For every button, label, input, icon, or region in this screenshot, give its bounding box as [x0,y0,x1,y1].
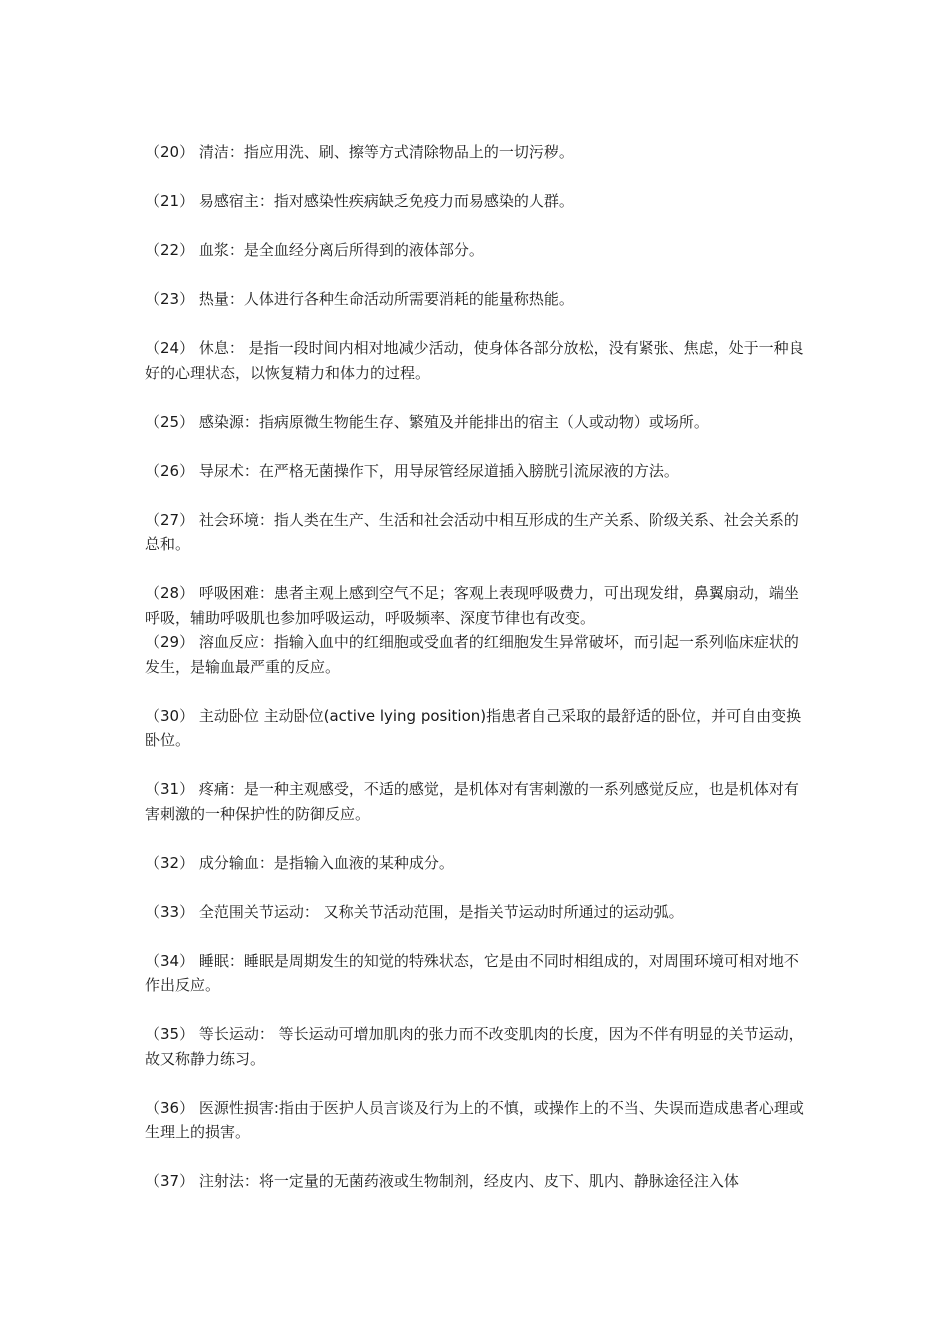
definition-entry-29: （29） 溶血反应：指输入血中的红细胞或受血者的红细胞发生异常破坏，而引起一系列临床症状的发生，是输血最严重的反应。 [145,633,799,676]
definition-entry-31: （31） 疼痛：是一种主观感受，不适的感觉，是机体对有害刺激的一系列感觉反应，也是机体对有害刺激的一种保护性的防御反应。 [145,780,799,823]
definition-entry-28: （28） 呼吸困难：患者主观上感到空气不足；客观上表现呼吸费力，可出现发绀，鼻翼扇动，端坐呼吸，辅助呼吸肌也参加呼吸运动，呼吸频率、深度节律也有改变。 [145,584,799,627]
definition-entry-27: （27） 社会环境：指人类在生产、生活和社会活动中相互形成的生产关系、阶级关系、社会关系的总和。 [145,510,799,553]
definition-entry-20: （20） 清洁：指应用洗、刷、擦等方式清除物品上的一切污秽。 [145,143,574,161]
definition-entry-35: （35） 等长运动： 等长运动可增加肌肉的张力而不改变肌肉的长度，因为不伴有明显的关节运动，故又称静力练习。 [145,1025,804,1068]
document-body [145,140,810,1194]
definition-entry-26: （26） 导尿术：在严格无菌操作下，用导尿管经尿道插入膀胱引流尿液的方法。 [145,461,679,480]
definition-entry-34: （34） 睡眠：睡眠是周期发生的知觉的特殊状态，它是由不同时相组成的，对周围环境可相对地不作出反应。 [145,951,799,994]
definition-entry-32: （32） 成分输血：是指输入血液的某种成分。 [145,853,454,872]
definition-entry-36: （36） 医源性损害:指由于医护人员言谈及行为上的不慎，或操作上的不当、失误而造成患者心理或生理上的损害。 [145,1098,804,1141]
definition-entry-37: （37） 注射法：将一定量的无菌药液或生物制剂，经皮内、皮下、肌内、静脉途径注入体 [145,1172,739,1190]
definition-entry-21: （21） 易感宿主：指对感染性疾病缺乏免疫力而易感染的人群。 [145,192,574,210]
definition-entry-22: （22） 血浆：是全血经分离后所得到的液体部分。 [145,241,484,259]
definition-entry-25: （25） 感染源：指病原微生物能生存、繁殖及并能排出的宿主（人或动物）或场所。 [145,412,709,431]
definition-entry-30: （30） 主动卧位 主动卧位(active lying position)指患者自己采取的最舒适的卧位，并可自由变换卧位。 [145,706,802,749]
definition-entry-33: （33） 全范围关节运动： 又称关节活动范围，是指关节运动时所通过的运动弧。 [145,902,684,921]
definition-entry-24: （24） 休息： 是指一段时间内相对地减少活动，使身体各部分放松，没有紧张、焦虑，处于一种良好的心理状态，以恢复精力和体力的过程。 [145,339,804,382]
definition-entry-23: （23） 热量：人体进行各种生命活动所需要消耗的能量称热能。 [145,290,574,308]
